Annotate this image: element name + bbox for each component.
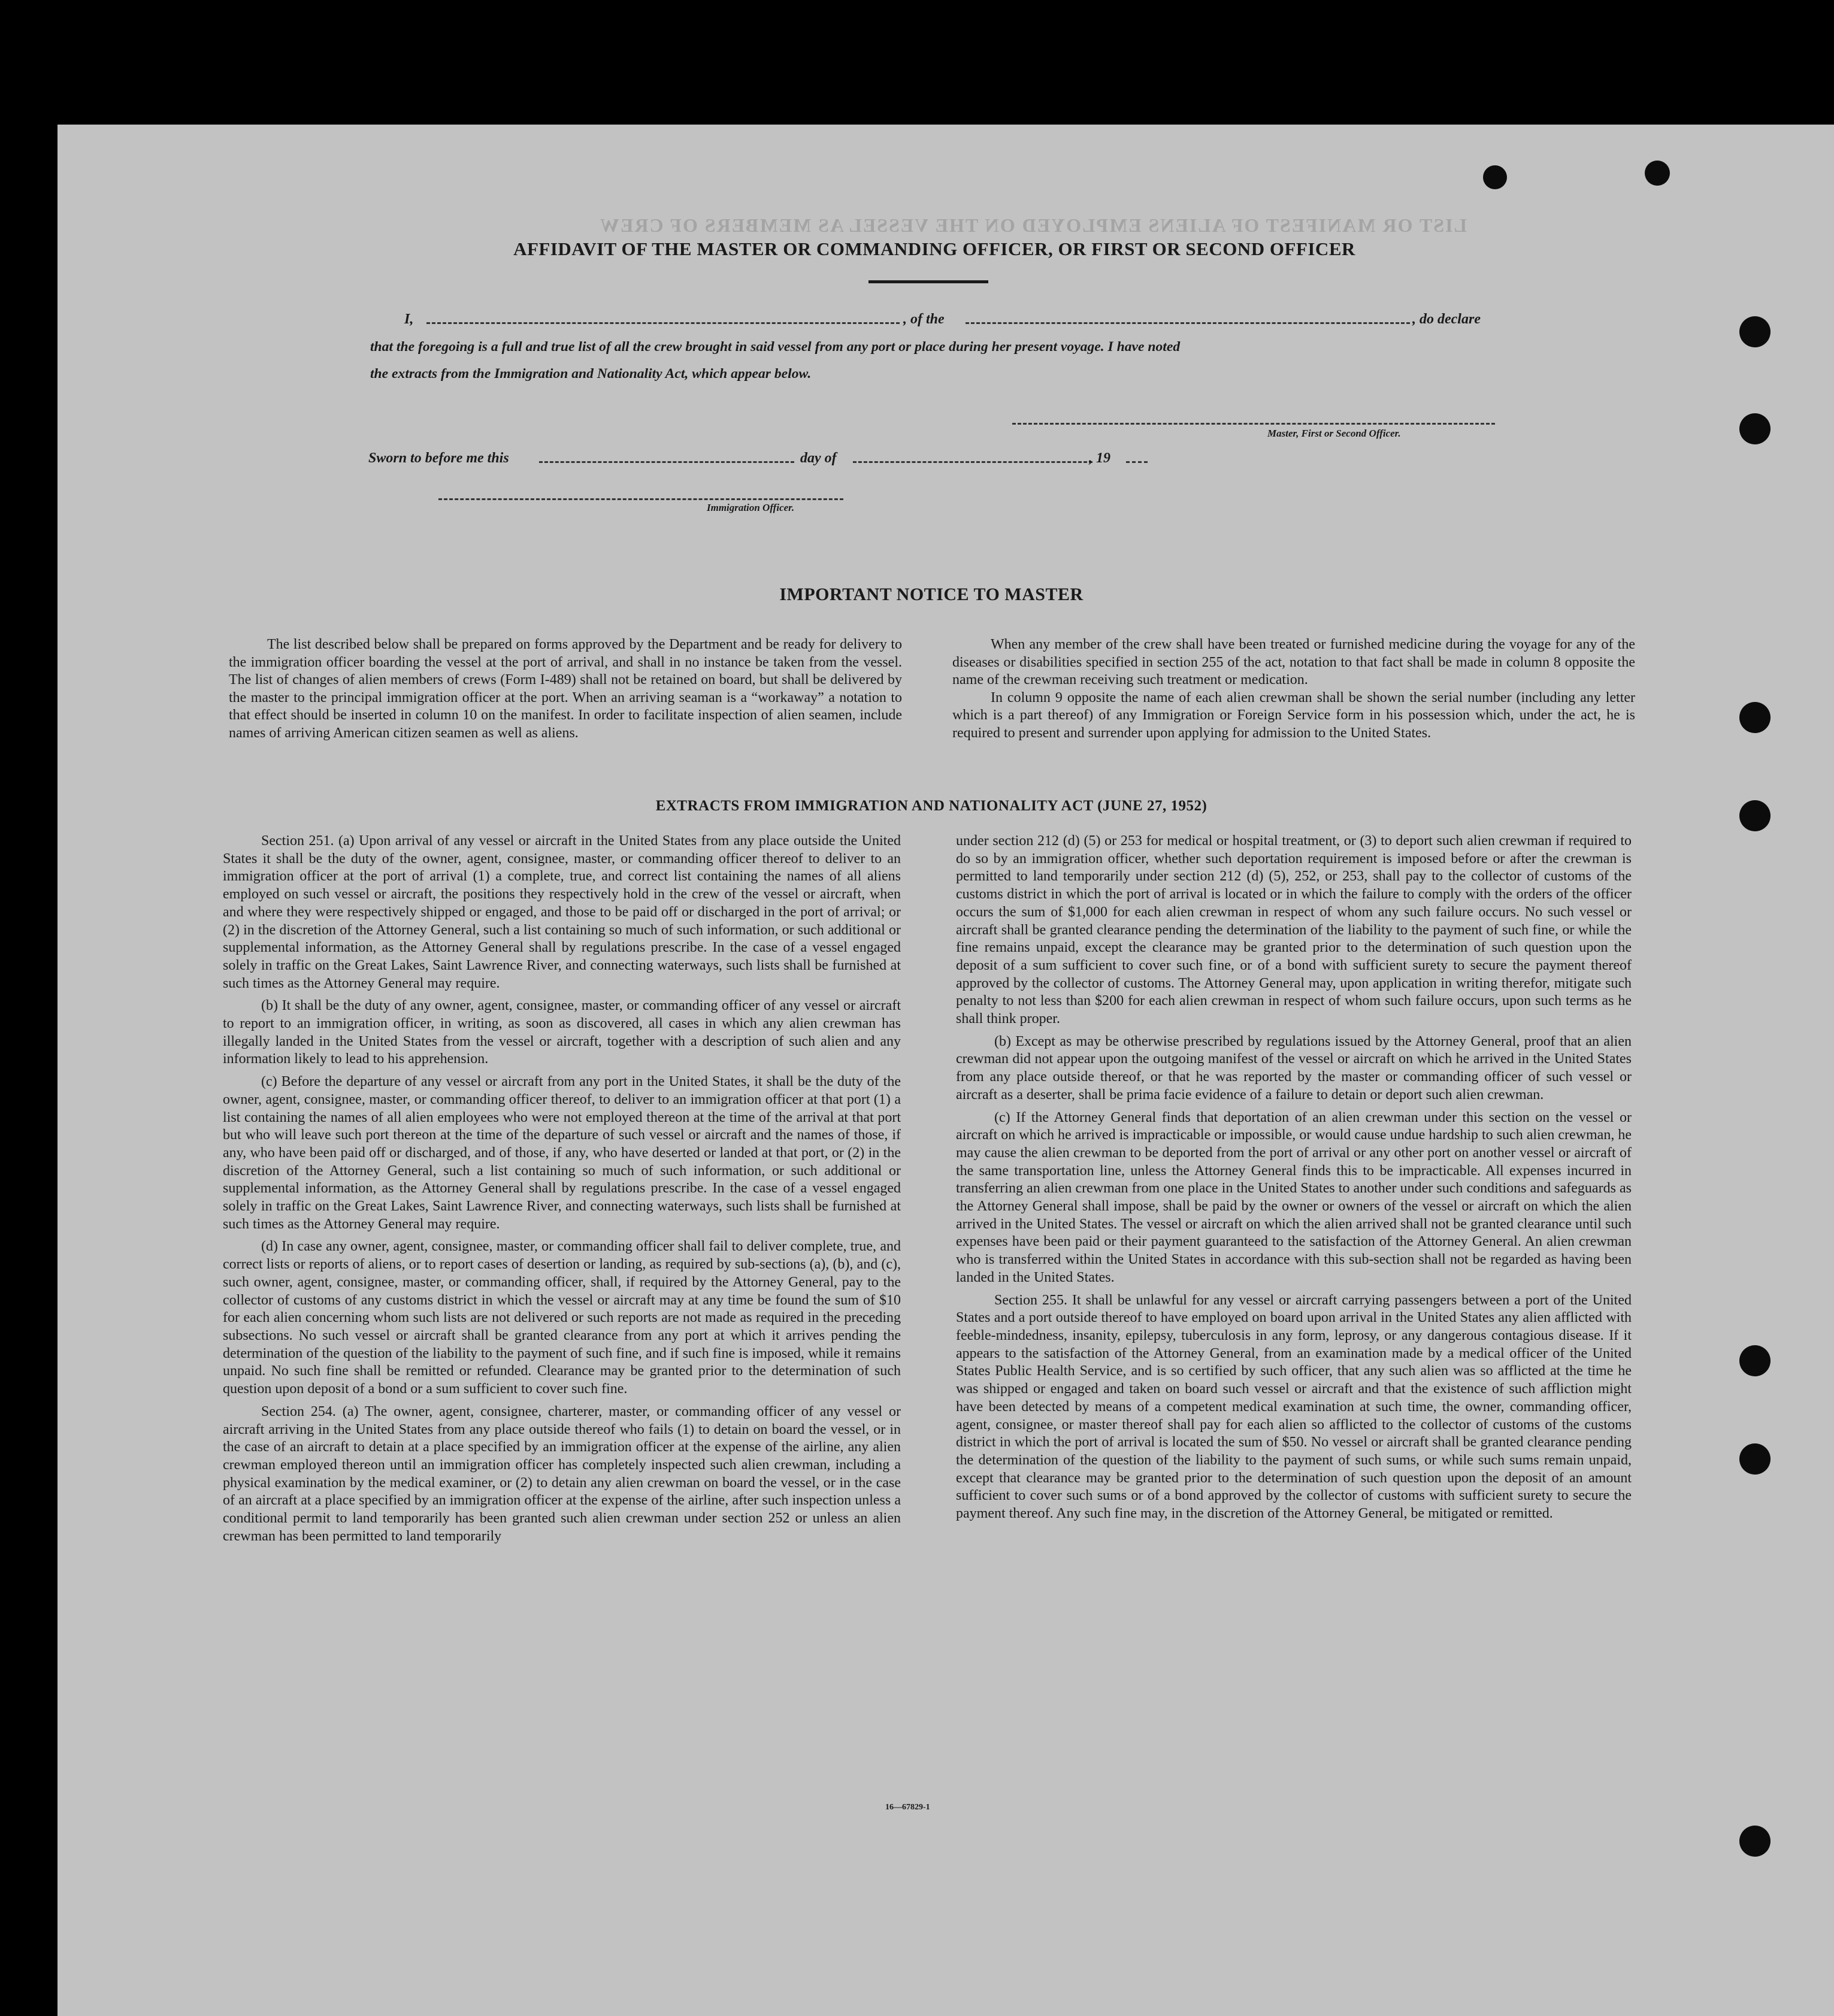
declaration-i: I, [404,311,414,327]
punch-hole [1739,1826,1771,1857]
name-blank [426,322,900,324]
immigration-officer-signature-line [438,498,843,500]
punch-hole [1645,161,1670,186]
punch-hole [1739,702,1771,733]
notice-right-column [952,636,1635,743]
section-254-a: Section 254. (a) The owner, agent, consignee, charterer, master, or commanding officer of any vessel or aircraft arriving in the United States from any place outside thereof who fails (1) to detain on board the vessel, or in the case of an aircraft to detain at a place specified by an immigration officer at the expense of the airline, any alien crewman employed thereon until an immigration officer has completely inspected such alien crewman, including a physical examination by the medical examiner, or (2) to detain any alien crewman on board the vessel, or in the case of an aircraft at a place specified by an immigration officer at the expense of the airline, after such inspection unless a conditional permit to land temporarily has been granted such alien crewman under section 252 or unless an alien crewman has been permitted to land temporarily [223,1403,901,1544]
punch-hole [1739,316,1771,347]
section-251-b: (b) It shall be the duty of any owner, agent, consignee, master, or commanding officer of any vessel or aircraft to report to an immigration officer, in writing, as soon as discovered, all cases in which any alien crewman has illegally landed in the United States from the vessel or aircraft, together with a description of such alien and any information likely to lead to his apprehension. [223,998,901,1067]
extracts-left-column [223,833,901,1545]
notice-right-paragraph-1: When any member of the crew shall have been treated or furnished medicine during the voyage for any of the diseases or disabilities specified in section 255 of the act, notation to that fact shall be made in column 8 opposite the name of the crewman receiving such treatment or medication. [952,637,1635,688]
section-255: Section 255. It shall be unlawful for any vessel or aircraft carrying passengers between a port of the United States and a port outside thereof to have employed on board upon arrival in the United States any alien afflicted with feeble-mindedness, insanity, epilepsy, tuberculosis in any form, leprosy, or any dangerous contagious disease. If it appears to the satisfaction of the Attorney General, from an examination made by a medical officer of the United States Public Health Service, and is so certified by such officer, that any such alien was so afflicted at the time he was shipped or engaged and taken on board such vessel or aircraft and that the existence of such affliction might have been detected by means of a competent medical examination at such time, the owner, commanding officer, agent, consignee, or master thereof shall pay for each alien so afflicted to the collector of customs of the customs district in which the port of arrival is located the sum of $50. No vessel or aircraft shall be granted clearance pending the determination of the question of the liability to the payment of such sums, or while such sums remain unpaid, except that clearance may be granted prior to the determination of such question upon the deposit of an amount sufficient to cover such sums or of a bond approved by the collector of customs with sufficient surety to secure the payment thereof. Any such fine may, in the discretion of the Attorney General, be mitigated or remitted. [956,1292,1632,1522]
notice-left-column [229,636,902,743]
declaration-do-declare: , do declare [1412,311,1481,327]
section-254-c: (c) If the Attorney General finds that deportation of an alien crewman under this section on the vessel or aircraft on which he arrived is impracticable or impossible, or would cause undue hardship to such alien crewman, he may cause the alien crewman to be deported from the port of arrival or any other port on another vessel or aircraft of the same transportation line, unless the Attorney General finds this to be impracticable. All expenses incurred in transferring an alien crewman from one place in the United States to another under such conditions and safeguards as the Attorney General shall impose, shall be paid by the owner or owners of the vessel or aircraft on which the alien arrived in the United States. The vessel or aircraft on which the alien arrived shall not be granted clearance until such expenses have been paid or their payment guaranteed to the satisfaction of the Attorney General. An alien crewman who is transferred within the United States in accordance with this sub-section shall not be regarded as having been landed in the United States. [956,1109,1632,1285]
punch-hole [1739,800,1771,831]
master-signature-label: Master, First or Second Officer. [1267,428,1401,439]
section-254-b: (b) Except as may be otherwise prescribed by regulations issued by the Attorney General, proof that an alien crewman did not appear upon the outgoing manifest of the vessel or aircraft on which he arrived in the United States from any place outside thereof, or that he was reported by the master or commanding officer of such vessel or aircraft as a deserter, shall be prima facie evidence of a failure to detain or deport such alien crewman. [956,1033,1632,1103]
extracts-title: EXTRACTS FROM IMMIGRATION AND NATIONALITY ACT (JUNE 27, 1952) [655,798,1207,814]
title-underline [868,280,988,283]
punch-hole [1739,1345,1771,1376]
bleed-through-text: LIST OR MANIFEST OF ALIENS EMPLOYED ON THE VESSEL AS MEMBERS OF CREW [599,214,1467,236]
extracts-right-column [956,833,1632,1523]
notice-title: IMPORTANT NOTICE TO MASTER [779,585,1084,604]
master-signature-line [1012,423,1495,425]
section-251-d: (d) In case any owner, agent, consignee, master, or commanding officer shall fail to deliver complete, true, and correct lists or reports of aliens, or to report cases of desertion or landing, as required by sub-sections (a), (b), and (c), such owner, agent, consignee, master, or commanding officer, shall, if required by the Attorney General, pay to the collector of customs of any customs district in which the vessel or aircraft may at any time be found the sum of $10 for each alien concerning whom such lists are not delivered or such reports are not made as required in the preceding subsections. No such vessel or aircraft shall be granted clearance from any port at which it arrives pending the determination of the question of the liability to the payment of such fine, and if such fine is imposed, while it remains unpaid. No such fine shall be remitted or refunded. Clearance may be granted prior to the determination of such question upon deposit of a bond or a sum sufficient to cover such fine. [223,1239,901,1397]
notice-left-paragraph: The list described below shall be prepared on forms approved by the Department and be ready for delivery to the immigration officer boarding the vessel at the port of arrival, and shall in no instance be taken from the vessel. The list of changes of alien members of crews (Form I-489) shall not be retained on board, but shall be delivered by the master to the principal immigration officer at the port. When an arriving seaman is a “workaway” a notation to that effect should be inserted in column 10 on the manifest. In order to facilitate inspection of alien seamen, include names of arriving American citizen seamen as well as aliens. [229,637,902,741]
punch-hole [1739,413,1771,444]
punch-hole [1739,1443,1771,1475]
section-251-a: Section 251. (a) Upon arrival of any vessel or aircraft in the United States from any place outside the United States it shall be the duty of the owner, agent, consignee, master, or commanding officer thereof to deliver to an immigration officer at the port of arrival (1) a complete, true, and correct list containing the names of all aliens employed on such vessel or aircraft, the positions they respectively hold in the crew of the vessel or aircraft, when and where they were respectively shipped or engaged, and those to be paid off or discharged in the port of arrival; or (2) in the discretion of the Attorney General, such a list containing so much of such information, or such additional or supplemental information, as the Attorney General shall by regulations prescribe. In the case of a vessel engaged solely in traffic on the Great Lakes, Saint Lawrence River, and connecting waterways, such lists shall be furnished at such times as the Attorney General may require. [223,833,901,991]
form-number: 16—67829-1 [885,1803,930,1812]
sworn-month-blank [853,461,1092,463]
declaration-line-3: the extracts from the Immigration and Nationality Act, which appear below. [370,366,812,382]
immigration-officer-label: Immigration Officer. [707,502,795,513]
declaration-line-2: that the foregoing is a full and true list of all the crew brought in said vessel from any port or place during her present voyage. I have noted [370,339,1181,355]
section-251-c: (c) Before the departure of any vessel or aircraft from any port in the United States, it shall be the duty of the owner, agent, consignee, master, or commanding officer thereof, to deliver to an immigration officer at that port (1) a list containing the names of all alien employees who were not employed thereon at the time of the arrival at that port but who will leave such port thereon at the time of the departure of such vessel or aircraft and the names of those, if any, who have been paid off or discharged, and of those, if any, who have deserted or landed at that port, or (2) in the discretion of the Attorney General, such a list containing so much of such information, or such additional or supplemental information, as the Attorney General shall by regulations prescribe. In the case of a vessel engaged solely in traffic on the Great Lakes, Saint Lawrence River, and connecting waterways, such lists shall be furnished at such times as the Attorney General may require. [223,1074,901,1232]
affidavit-title: AFFIDAVIT OF THE MASTER OR COMMANDING OFFICER, OR FIRST OR SECOND OFFICER [513,238,1355,259]
sworn-label: Sworn to before me this [368,450,509,466]
punch-hole [1483,165,1507,189]
sworn-year-blank [1126,461,1148,463]
notice-right-paragraph-2: In column 9 opposite the name of each alien crewman shall be shown the serial number (including any letter which is a part thereof) of any Immigration or Foreign Service form in his possession which, under the act, he is required to present and surrender upon applying for admission to the United States. [952,689,1635,741]
vessel-blank [966,322,1410,324]
section-254-a-continued: under section 212 (d) (5) or 253 for medical or hospital treatment, or (3) to deport such alien crewman if required to do so by an immigration officer, whether such deportation requirement is imposed before or after the crewman is permitted to land temporarily under section 212 (d) (5), 252, or 253, shall pay to the collector of customs of the customs district in which the port of arrival is located or in which the failure to comply with the orders of the officer occurs the sum of $1,000 for each alien crewman in respect of whom any such failure occurs. No such vessel or aircraft shall be granted clearance pending the determination of the liability to the payment of such fine, or while the fine remains unpaid, except the clearance may be granted prior to the determination of such question upon the deposit of a sum sufficient to cover such fine, or of a bond with sufficient surety to secure the payment thereof approved by the collector of customs. The Attorney General may, upon application in writing therefor, mitigate such penalty to not less than $200 for each alien crewman in respect of whom such failure occurs, upon such terms as he shall think proper. [956,833,1632,1027]
sworn-day-of: day of [800,450,837,466]
sworn-year: , 19 [1089,450,1110,466]
declaration-of-the: , of the [903,311,945,327]
sworn-date-blank [539,461,794,463]
